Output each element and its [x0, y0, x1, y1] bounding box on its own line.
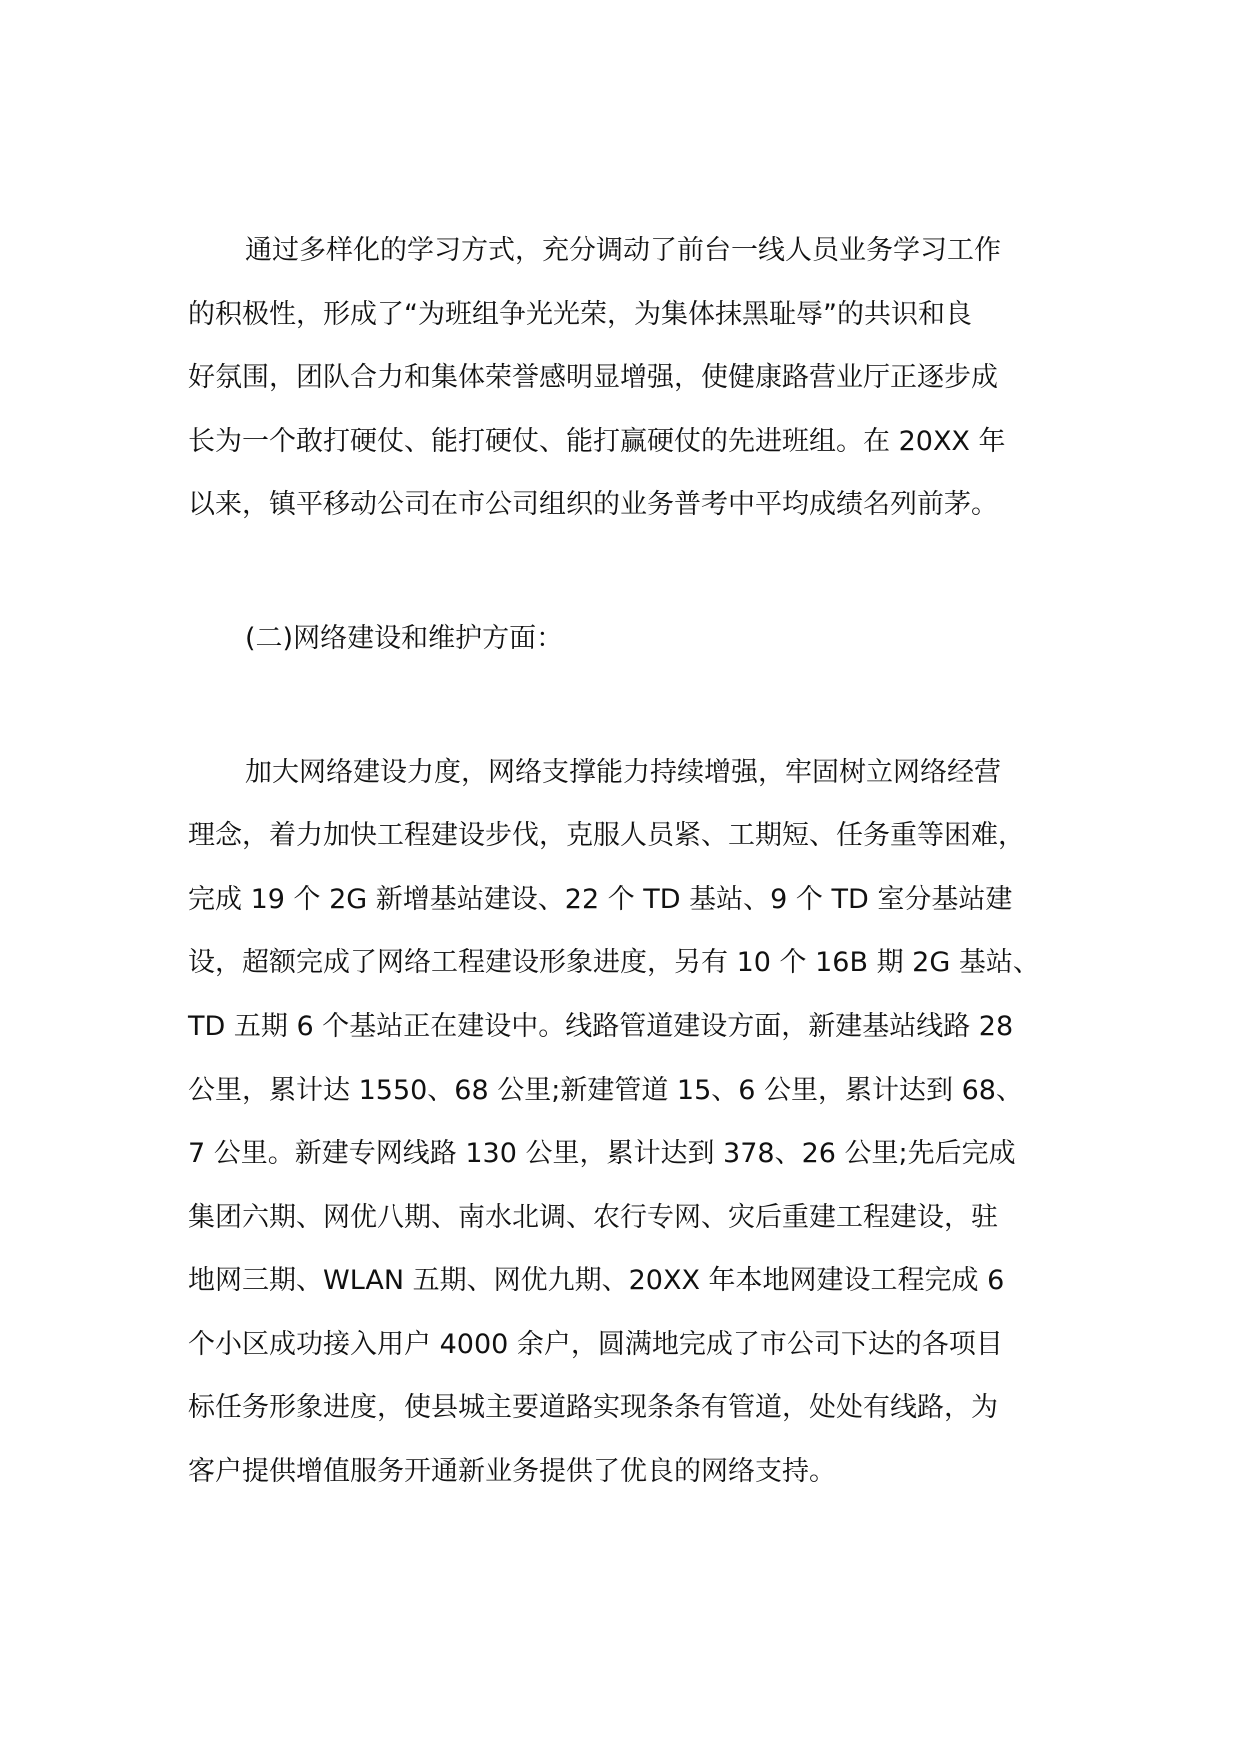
paragraph-2-line-7: 7 公里。新建专网线路 130 公里，累计达到 378、26 公里;先后完成 [188, 1138, 1016, 1169]
paragraph-1-line-3: 好氛围，团队合力和集体荣誉感明显增强，使健康路营业厅正逐步成 [188, 362, 998, 393]
paragraph-2-line-9: 地网三期、WLAN 五期、网优九期、20XX 年本地网建设工程完成 6 [188, 1265, 1005, 1296]
paragraph-2-line-4: 设，超额完成了网络工程建设形象进度，另有 10 个 16B 期 2G 基站、 [188, 947, 1040, 978]
paragraph-1-line-4: 长为一个敢打硬仗、能打硬仗、能打赢硬仗的先进班组。在 20XX 年 [188, 426, 1006, 457]
paragraph-2-line-8: 集团六期、网优八期、南水北调、农行专网、灾后重建工程建设，驻 [188, 1202, 998, 1233]
paragraph-1-line-1: 通过多样化的学习方式，充分调动了前台一线人员业务学习工作 [245, 235, 1001, 266]
paragraph-2-line-10: 个小区成功接入用户 4000 余户，圆满地完成了市公司下达的各项目 [188, 1329, 1003, 1360]
paragraph-1-line-5: 以来，镇平移动公司在市公司组织的业务普考中平均成绩名列前茅。 [188, 489, 998, 520]
paragraph-2-line-6: 公里，累计达 1550、68 公里;新建管道 15、6 公里，累计达到 68、 [188, 1075, 1023, 1106]
paragraph-2-line-11: 标任务形象进度，使县城主要道路实现条条有管道，处处有线路，为 [188, 1392, 998, 1423]
paragraph-2-line-3: 完成 19 个 2G 新增基站建设、22 个 TD 基站、9 个 TD 室分基站建 [188, 884, 1013, 915]
paragraph-2-line-5: TD 五期 6 个基站正在建设中。线路管道建设方面，新建基站线路 28 [188, 1011, 1014, 1042]
section-heading: (二)网络建设和维护方面： [245, 623, 564, 654]
paragraph-2-line-1: 加大网络建设力度，网络支撑能力持续增强，牢固树立网络经营 [245, 757, 1001, 788]
paragraph-2-line-2: 理念，着力加快工程建设步伐，克服人员紧、工期短、任务重等困难， [188, 820, 1025, 851]
paragraph-1-line-2: 的积极性，形成了“为班组争光光荣，为集体抹黑耻辱”的共识和良 [188, 299, 972, 330]
paragraph-2-line-12: 客户提供增值服务开通新业务提供了优良的网络支持。 [188, 1456, 836, 1487]
